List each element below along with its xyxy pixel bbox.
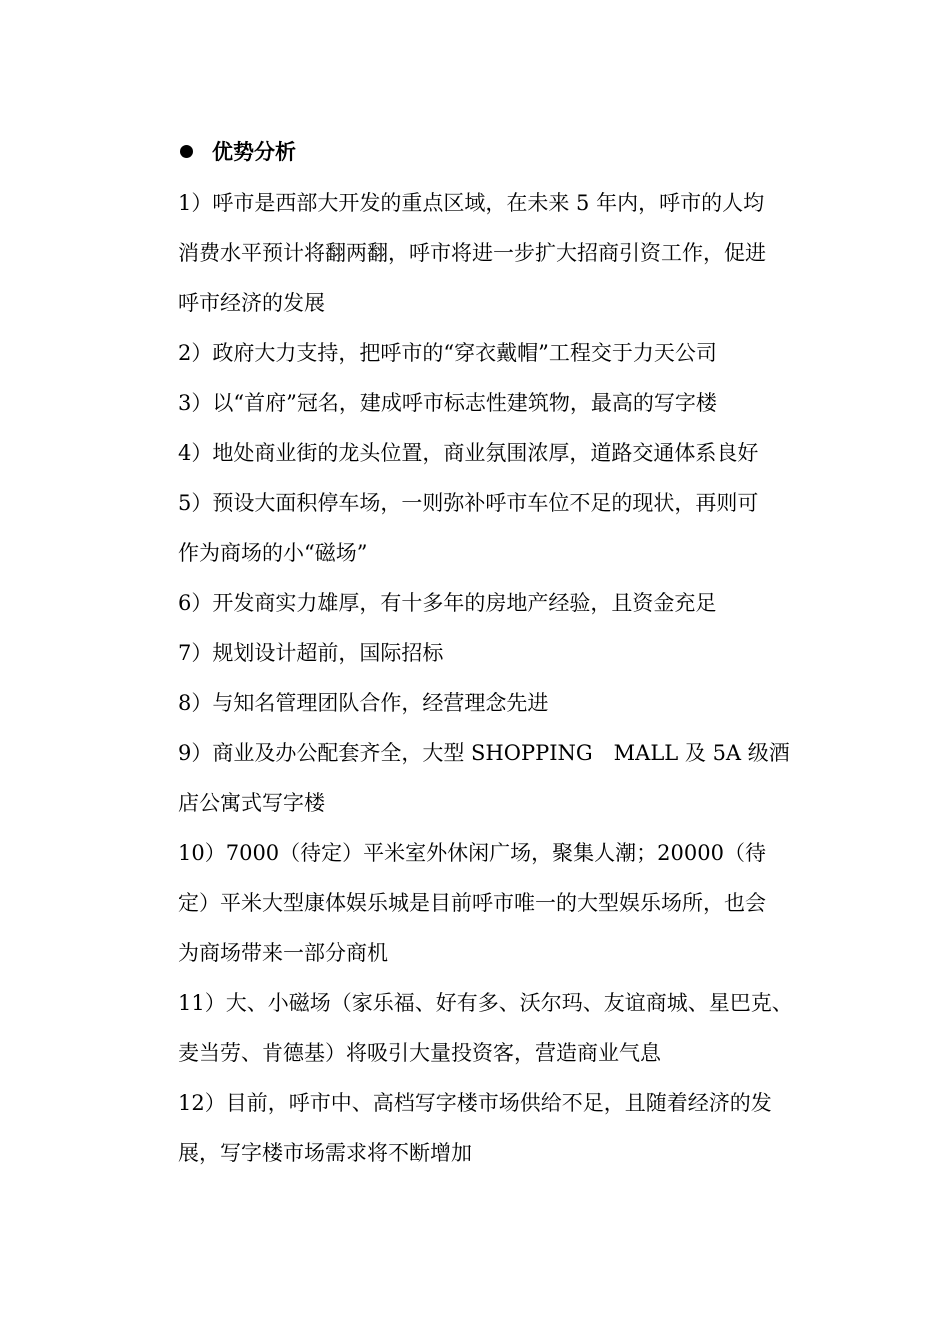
line: 展，写字楼市场需求将不断增加 [178,1141,472,1165]
line: 2）政府大力支持，把呼市的“穿衣戴帽”工程交于力天公司 [178,341,717,365]
list-item [178,478,828,578]
line: 5）预设大面积停车场，一则弥补呼市车位不足的现状，再则可 [178,491,759,515]
list-item [178,578,828,628]
bullet-icon [180,145,193,158]
line: 7）规划设计超前，国际招标 [178,641,444,665]
list-item [178,728,828,828]
line: 12）目前，呼市中、高档写字楼市场供给不足，且随着经济的发 [178,1091,772,1115]
line: 呼市经济的发展 [178,291,325,315]
list-item [178,378,828,428]
line: 麦当劳、肯德基）将吸引大量投资客，营造商业气息 [178,1041,661,1065]
advantage-list [178,178,828,1178]
list-item [178,428,828,478]
line: 10）7000（待定）平米室外休闲广场，聚集人潮；20000（待 [178,841,766,865]
line: 店公寓式写字楼 [178,791,325,815]
line: 4）地处商业街的龙头位置，商业氛围浓厚，道路交通体系良好 [178,441,759,465]
line: 9）商业及办公配套齐全，大型 SHOPPING MALL 及 5A 级酒 [178,741,790,765]
list-item [178,978,828,1078]
line: 1）呼市是西部大开发的重点区域，在未来 5 年内，呼市的人均 [178,191,765,215]
line: 定）平米大型康体娱乐城是目前呼市唯一的大型娱乐场所，也会 [178,891,766,915]
line: 11）大、小磁场（家乐福、好有多、沃尔玛、友谊商城、星巴克、 [178,991,793,1015]
list-item [178,628,828,678]
line: 8）与知名管理团队合作，经营理念先进 [178,691,549,715]
line: 为商场带来一部分商机 [178,941,388,965]
heading-text: 优势分析 [212,139,296,164]
list-item [178,1078,828,1178]
line: 作为商场的小“磁场” [178,541,368,565]
list-item [178,828,828,978]
list-item [178,678,828,728]
line: 6）开发商实力雄厚，有十多年的房地产经验，且资金充足 [178,591,717,615]
line: 消费水平预计将翻两翻，呼市将进一步扩大招商引资工作，促进 [178,241,766,265]
document-page [178,128,828,1178]
line: 3）以“首府”冠名，建成呼市标志性建筑物，最高的写字楼 [178,391,717,415]
section-heading [178,128,828,174]
list-item [178,178,828,328]
list-item [178,328,828,378]
